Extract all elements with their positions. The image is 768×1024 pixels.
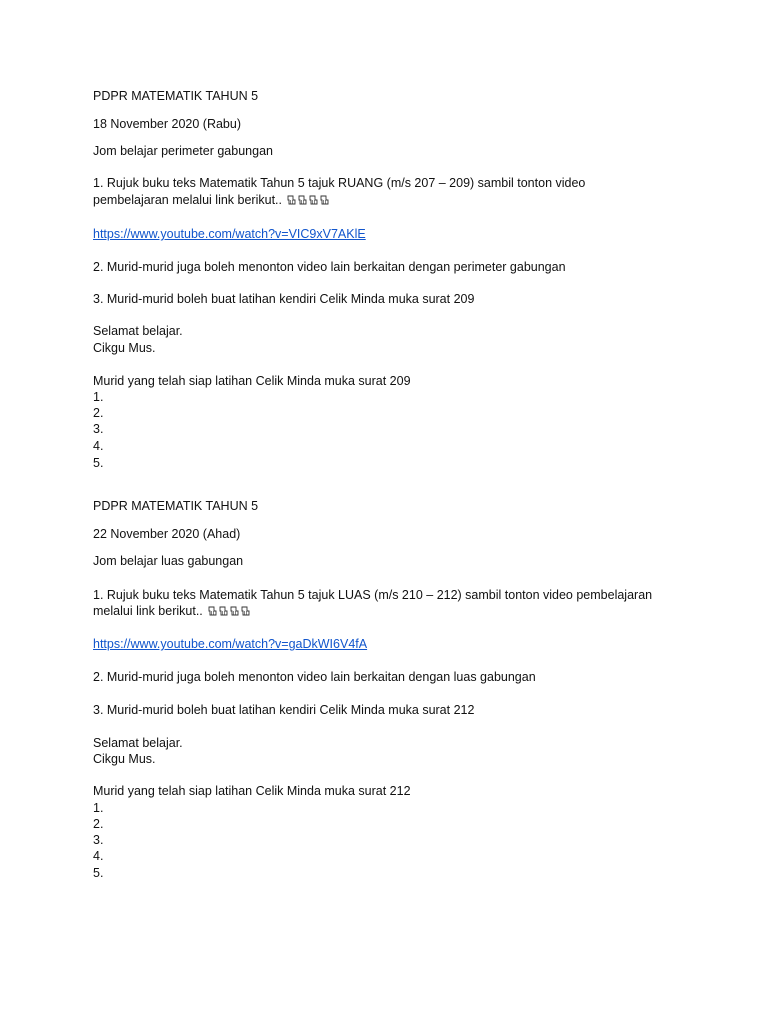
instruction-1-line-2 xyxy=(93,192,329,208)
video-link-line xyxy=(93,636,367,652)
list-item: 5. xyxy=(93,866,104,880)
instruction-1-line-2-text: melalui link berikut.. xyxy=(93,604,203,618)
video-link-line xyxy=(93,226,366,242)
instruction-1-line-2 xyxy=(93,603,250,619)
list-item: 4. xyxy=(93,849,104,863)
section-date: 18 November 2020 (Rabu) xyxy=(93,117,241,131)
list-item: 1. xyxy=(93,801,104,815)
instruction-1-line-2-text: pembelajaran melalui link berikut.. xyxy=(93,193,282,207)
instruction-3: 3. Murid-murid boleh buat latihan kendiri Celik Minda muka surat 209 xyxy=(93,292,475,306)
pointing-down-hand-icon xyxy=(219,604,228,614)
closing-greeting: Selamat belajar. xyxy=(93,324,183,338)
pointing-hands-group xyxy=(285,193,329,207)
list-item: 2. xyxy=(93,406,104,420)
instruction-1-line-1: 1. Rujuk buku teks Matematik Tahun 5 tajuk LUAS (m/s 210 – 212) sambil tonton video pembelajaran xyxy=(93,588,653,602)
pointing-down-hand-icon xyxy=(230,604,239,614)
instruction-3: 3. Murid-murid boleh buat latihan kendiri Celik Minda muka surat 212 xyxy=(93,703,475,717)
section-date: 22 November 2020 (Ahad) xyxy=(93,527,241,541)
list-item: 3. xyxy=(93,422,104,436)
closing-signature: Cikgu Mus. xyxy=(93,752,156,766)
section-intro: Jom belajar luas gabungan xyxy=(93,554,244,568)
pointing-hands-group xyxy=(206,604,250,618)
section-title: PDPR MATEMATIK TAHUN 5 xyxy=(93,89,259,103)
closing-greeting: Selamat belajar. xyxy=(93,736,183,750)
completion-list-title: Murid yang telah siap latihan Celik Minda muka surat 209 xyxy=(93,374,411,388)
list-item: 2. xyxy=(93,817,104,831)
pointing-down-hand-icon xyxy=(320,193,329,203)
list-item: 5. xyxy=(93,456,104,470)
video-link[interactable]: https://www.youtube.com/watch?v=gaDkWI6V4fA xyxy=(93,637,368,651)
list-item: 1. xyxy=(93,390,104,404)
list-item: 4. xyxy=(93,439,104,453)
closing-signature: Cikgu Mus. xyxy=(93,341,156,355)
section-title: PDPR MATEMATIK TAHUN 5 xyxy=(93,499,259,513)
pointing-down-hand-icon xyxy=(298,193,307,203)
pointing-down-hand-icon xyxy=(241,604,250,614)
pointing-down-hand-icon xyxy=(287,193,296,203)
instruction-2: 2. Murid-murid juga boleh menonton video lain berkaitan dengan perimeter gabungan xyxy=(93,260,566,274)
pointing-down-hand-icon xyxy=(208,604,217,614)
list-item: 3. xyxy=(93,833,104,847)
pointing-down-hand-icon xyxy=(309,193,318,203)
video-link[interactable]: https://www.youtube.com/watch?v=VIC9xV7AKlE xyxy=(93,227,366,241)
completion-list-title: Murid yang telah siap latihan Celik Minda muka surat 212 xyxy=(93,784,411,798)
instruction-2: 2. Murid-murid juga boleh menonton video lain berkaitan dengan luas gabungan xyxy=(93,670,536,684)
instruction-1-line-1: 1. Rujuk buku teks Matematik Tahun 5 tajuk RUANG (m/s 207 – 209) sambil tonton video xyxy=(93,176,586,190)
section-intro: Jom belajar perimeter gabungan xyxy=(93,144,273,158)
